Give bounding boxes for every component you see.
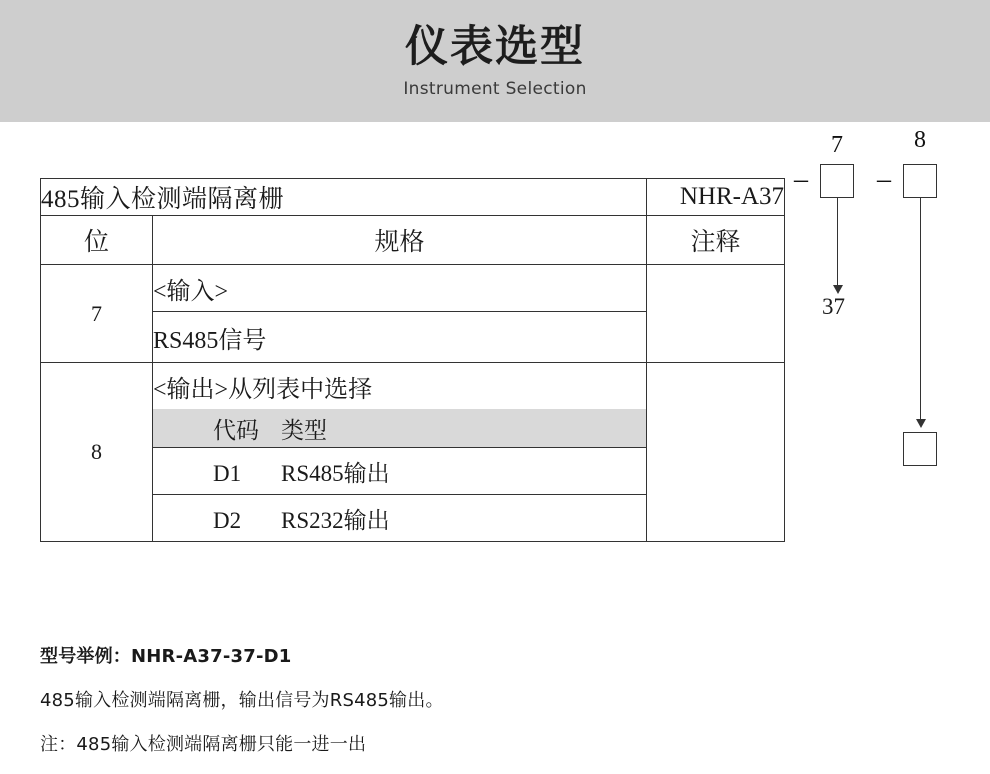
note-remark: 注：485输入检测端隔离栅只能一进一出: [40, 734, 367, 755]
subheader-code: 代码: [213, 417, 259, 443]
note-example: 型号举例：NHR-A37-37-D1: [40, 646, 292, 667]
notes-section: [40, 642, 444, 774]
connector-line-7: [837, 198, 838, 286]
note-cell-7: [647, 265, 785, 363]
note-cell-8: [647, 363, 785, 542]
option-row-d2: [153, 495, 647, 542]
table-row: [41, 265, 785, 312]
content-area: [0, 122, 990, 755]
digit-box-8[interactable]: [903, 164, 937, 198]
digit-value-7: 37: [822, 294, 845, 319]
page-title: 仪表选型: [405, 22, 585, 73]
digit-label-7: 7: [831, 132, 843, 158]
digit-box-8-target[interactable]: [903, 432, 937, 466]
model-code-builder: [784, 122, 984, 642]
option-subheader: [153, 409, 647, 448]
digit-box-7[interactable]: [820, 164, 854, 198]
arrow-head-7-icon: [833, 285, 843, 294]
option-type: RS485输出: [281, 460, 390, 486]
digit-label-8: 8: [914, 127, 926, 153]
selection-table: [40, 178, 785, 542]
page-header-banner: [0, 0, 990, 122]
spec-output-title: <输出>从列表中选择: [153, 363, 647, 410]
spec-input-title: <输入>: [153, 265, 647, 312]
column-header-row: [41, 216, 785, 265]
table-row: [41, 363, 785, 410]
option-code: D2: [213, 507, 242, 533]
option-row-d1: [153, 448, 647, 495]
model-name: 485输入检测端隔离栅: [41, 179, 647, 216]
connector-line-8: [920, 198, 921, 420]
page-subtitle: Instrument Selection: [403, 78, 587, 99]
dash-separator-2: –: [877, 164, 891, 195]
model-code: NHR-A37: [647, 179, 785, 216]
arrow-head-8-icon: [916, 419, 926, 428]
model-header-row: [41, 179, 785, 216]
dash-separator-1: –: [794, 164, 808, 195]
option-type: RS232输出: [281, 507, 390, 533]
option-code: D1: [213, 460, 242, 486]
spec-input-value: RS485信号: [153, 312, 647, 363]
header-position: 位: [41, 216, 153, 265]
header-spec: 规格: [153, 216, 647, 265]
position-8: 8: [41, 363, 153, 542]
subheader-type: 类型: [281, 417, 327, 443]
note-description: 485输入检测端隔离栅，输出信号为RS485输出。: [40, 690, 444, 711]
position-7: 7: [41, 265, 153, 363]
header-note: 注释: [647, 216, 785, 265]
